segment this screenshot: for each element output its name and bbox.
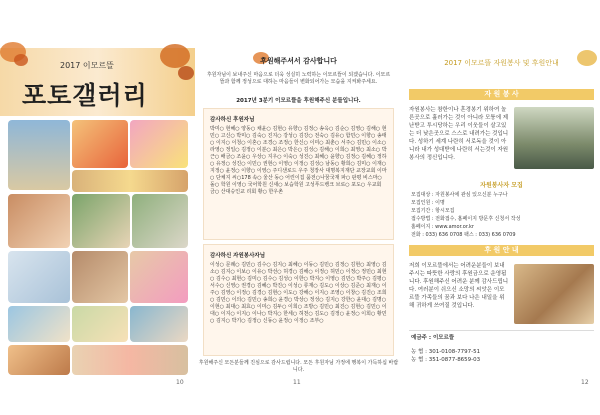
bank-holder: 예금주 : 이모르뜰 bbox=[411, 335, 455, 341]
recruit-line: 홈페이지 : www.amor.or.kr bbox=[411, 224, 474, 230]
gallery-photo bbox=[72, 194, 130, 248]
gallery-photo bbox=[130, 120, 188, 168]
info-title: 2017 이모르뜰 자원봉사 및 후원안내 bbox=[444, 59, 559, 67]
bank-account: 농 협 : 351-0877-8659-03 bbox=[411, 357, 481, 363]
recruit-line: 모집기간 : 항시모집 bbox=[411, 208, 455, 214]
volunteer-list-box bbox=[203, 244, 394, 356]
info-page bbox=[403, 48, 600, 388]
thanks-intro: 후원자님이 보내주신 마음으로 더욱 성실히 노력하는 이모르뜰이 되겠습니다. 이모르뜰과 함께 정성으로 대하는 마음들이 변화되어가는 모습을 지켜봐주세요. bbox=[206, 72, 391, 85]
gallery-photo bbox=[132, 194, 188, 248]
page-number: 10 bbox=[176, 379, 184, 386]
recruit-line: 모집대상 : 자원봉사에 관심 있으신분 누구나 bbox=[411, 192, 508, 198]
gallery-photo bbox=[72, 251, 128, 303]
page-number: 11 bbox=[293, 379, 301, 386]
gallery-photo bbox=[8, 194, 70, 248]
thanks-subtitle: 2017년 3분기 이모르뜰을 후원해주신 분들입니다. bbox=[236, 98, 361, 104]
gallery-photo bbox=[8, 120, 70, 190]
gallery-photo bbox=[72, 345, 188, 375]
recruit-title: 자원봉사자 모집 bbox=[480, 182, 523, 189]
bank-account: 농 협 : 301-0108-7797-51 bbox=[411, 349, 481, 355]
volunteer-photo bbox=[514, 107, 594, 169]
donor-list-title: 감사하신 후원자님 bbox=[210, 117, 255, 123]
gallery-year-label: 2017 이모르뜰 bbox=[60, 61, 114, 70]
gallery-photo bbox=[72, 120, 128, 168]
recruit-line: 접수방법 : 전화접수, 홈페이지 방문후 신청서 작성 bbox=[411, 216, 521, 222]
recruit-details bbox=[411, 191, 593, 239]
recruit-line: 모집인원 : 이명 bbox=[411, 200, 445, 206]
gallery-photo bbox=[72, 170, 188, 192]
volunteer-text: 자원봉사는 참한이나 혼경봉기 위하여 놀른곳으로 흘러가는 것이 아니라 모퉁에 제난받고 투시당하는 우리 이웃들이 살고있는 더 낮은곳으로 스스로 내려가는 것입니다. 성하기 세계 나란히 서로독을 것이 아니라 내가 성대받에 나란히 서는것이 자원봉사의 정신입니다. bbox=[409, 107, 509, 161]
recruit-line: 전화 : 033) 636 0708 팩스 : 033) 636 0709 bbox=[411, 232, 516, 238]
donation-photo bbox=[514, 264, 594, 324]
volunteer-list-names: 이성○ 문례○ 김민○ 김수○ 김지○ 최혜○ 이동○ 김민○ 김정○ 김현○ 최영○ 김소○ 김지○ 이보○ 이유○ 박선○ 허경○ 김해○ 이정○ 허민○ 이정○ 정민○ 최현○ 김수○ 최현○ 김미○ 김수○ 김성○ 이한○ 박지○ 이영○ 김민○ 박주○ 김평○ 서수○ 신영○ 권경○ 김혜○ 박진○ 이성○ 류재○ 김도○ 이상○ 김준○ 최재○ 이주○ 김영○ 이정○ 김경○ 김현○ 이도○ 강해○ 이지○ 조영○ 이창○ 김진○ 조희○ 김민○ 이의○ 김민○ 송희○ 윤경○ 박상○ 정성○ 김지○ 강한○ 윤대○ 김명○ 이현○ 최대○ 최효○ 이미○ 김두○ 이희○ 조방○ 김민○ 최진○ 김현○ 김민○ 이대○ 이지○ 이지○ 이나○ 박지○ 한세○ 허천○ 김도○ 김정○ 윤정○ 이희○ 황민○ 김지○ 박기○ 김정○ 신동○ 윤정○ 이정○ 조부○ bbox=[210, 262, 387, 324]
page-number: 12 bbox=[581, 379, 589, 386]
donor-list-names: 박미○ 현혜○ 양동○ 채윤○ 김현○ 유향○ 김정○ 송옥○ 김순○ 김영○ 김해○ 현민○ 고신○ 박미○ 김숙○ 진지○ 강성○ 김강○ 전숙○ 김유○ 함민○ 이향○ 송태○ 이지○ 이청○ 이혼○ 조경○ 조정○ 한신○ 이미○ 최춘○ 서주○ 김민○ 이소○ 라영○ 정일○ 김정○ 이분○ 최은○ 박은○ 김성○ 김해○ 이희○ 최영○ 최소○ 박근○ 배금○ 조윤○ 우상○ 지우○ 이숙○ 성진○ 최혜○ 윤향○ 김정○ 김혜○ 정하○ 유정○ 성진○ 이민○ 권현○ 이영○ 이정○ 김성○ 남동○ 황희○ 김미○ 이재○ 지정○ 윤정○ 이향○ 이영○ 주디샌로드 우주 청장사 대명복지재단 교장교회 이마○ 단체지 씨○178 속○ 울산 동○ 어린이집 품전○나꿈국재 파○ 판평 비스마○ 돌○ 학원 이영○ 국어학원 신새○ 보습학원 고성푸드뱅크 브로○ 포도○ 우교회 금○ 산대승인교 리회 황○ 한우촌 bbox=[210, 126, 387, 195]
maple-leaf-icon bbox=[160, 44, 190, 68]
gallery-photo bbox=[8, 251, 70, 303]
gallery-photo bbox=[72, 306, 128, 342]
donation-heading: 후 원 안 내 bbox=[409, 245, 594, 256]
maple-leaf-icon bbox=[178, 66, 194, 80]
volunteer-list-title: 감사하신 자원봉사자님 bbox=[210, 253, 266, 259]
gallery-photo bbox=[8, 306, 70, 342]
divider bbox=[409, 330, 594, 331]
donor-list-box bbox=[203, 108, 394, 240]
thanks-footer: 후원해주신 모든분들께 진심으로 감사드립니다. 모든 후원자님 가정에 행복이 가득하십 바랍니다. bbox=[198, 360, 399, 373]
thanks-page bbox=[197, 48, 400, 388]
gallery-photo bbox=[8, 345, 70, 375]
gallery-header bbox=[0, 48, 195, 116]
gallery-photo bbox=[130, 306, 188, 342]
maple-leaf-icon bbox=[14, 54, 28, 66]
bank-info bbox=[411, 333, 593, 364]
gallery-page bbox=[0, 48, 195, 388]
volunteer-heading: 자 원 봉 사 bbox=[409, 89, 594, 100]
gallery-photo bbox=[130, 251, 188, 303]
gallery-title: 포토갤러리 bbox=[22, 81, 148, 110]
donation-text: 저희 이모르뜰에서는 어려운분들이 보내주시는 따뜻한 사랑의 후원금으로 운영됩니다. 후원해주신 어려운 분께 감사드립니다. 여러분이 쉬으신 소망의 씨앗은 이모르뜰 가족들의 꿈과 보다 나은 내일을 위해 귀하게 쓰여질 것입니다. bbox=[409, 263, 509, 309]
thanks-title: 후원해주셔서 감사합니다 bbox=[260, 57, 337, 65]
